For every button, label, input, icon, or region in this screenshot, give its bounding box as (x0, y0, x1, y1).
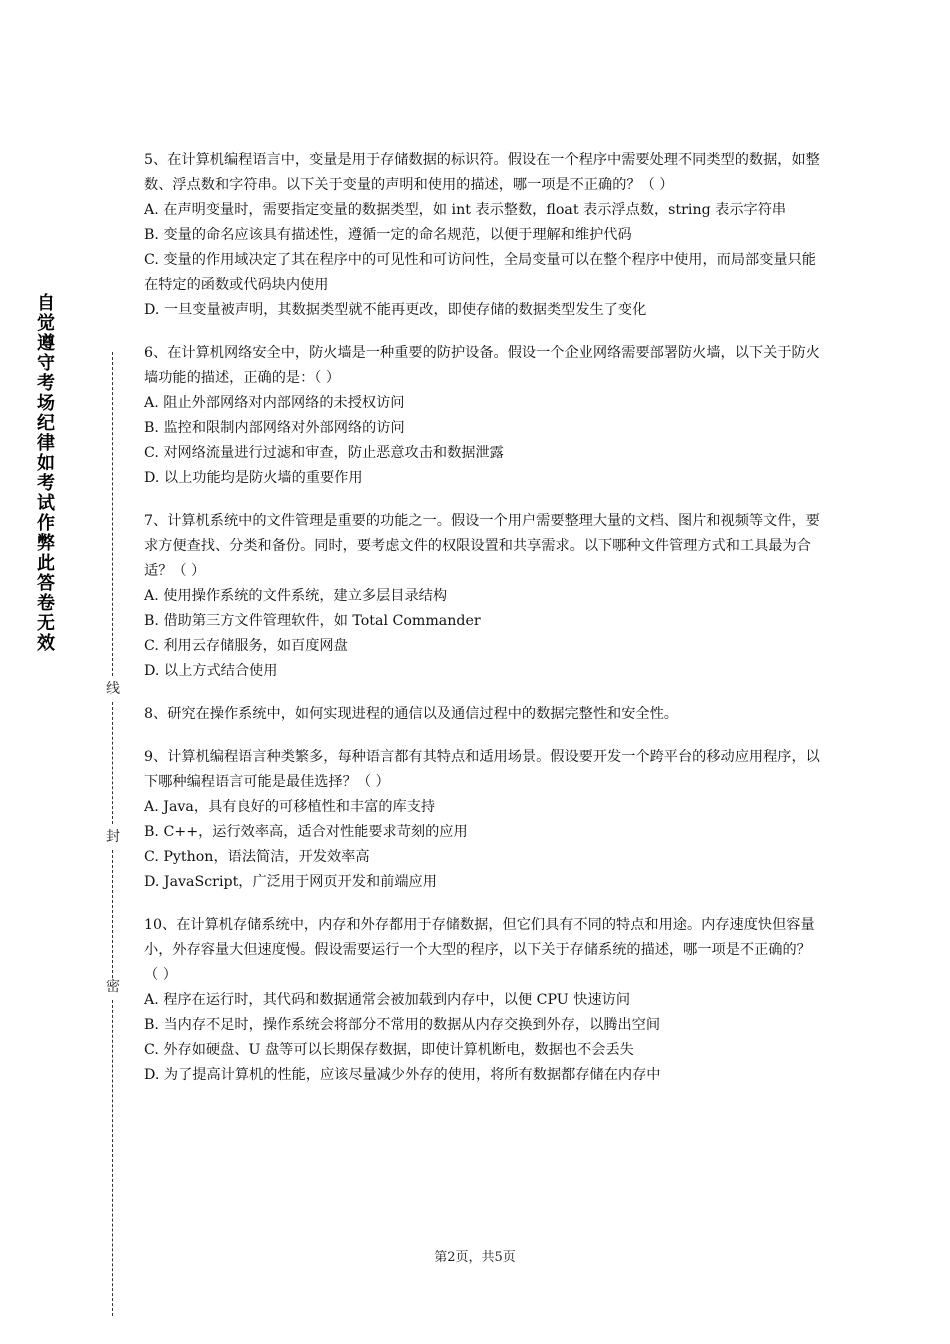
binding-secret-label: 密 (106, 979, 120, 995)
option-d: D. 一旦变量被声明，其数据类型就不能再更改，即使存储的数据类型发生了变化 (144, 302, 647, 318)
option-b: B. 当内存不足时，操作系统会将部分不常用的数据从内存交换到外存，以腾出空间 (144, 1017, 661, 1033)
binding-line-segment (112, 352, 113, 676)
question-stem: 5、在计算机编程语言中，变量是用于存储数据的标识符。假设在一个程序中需要处理不同类型的数据，如整数、浮点数和字符串。以下关于变量的声明和使用的描述，哪一项是不正确的？（ ） (144, 152, 820, 193)
option-d: D. 以上方式结合使用 (144, 663, 278, 679)
question-10 (144, 913, 820, 1088)
question-list (144, 148, 820, 1106)
option-b: B. 借助第三方文件管理软件，如 Total Commander (144, 613, 481, 629)
option-a: A. 阻止外部网络对内部网络的未授权访问 (144, 395, 405, 411)
question-8 (144, 702, 820, 727)
option-c: C. Python，语法简洁，开发效率高 (144, 849, 370, 865)
option-a: A. 使用操作系统的文件系统，建立多层目录结构 (144, 588, 448, 604)
binding-line-segment (112, 850, 113, 978)
option-c: C. 利用云存储服务，如百度网盘 (144, 638, 348, 654)
binding-line-label: 线 (106, 681, 120, 697)
question-5 (144, 148, 820, 323)
question-6 (144, 341, 820, 491)
page-number: 第2页，共5页 (434, 1250, 516, 1265)
option-c: C. 对网络流量进行过滤和审查，防止恶意攻击和数据泄露 (144, 445, 504, 461)
option-d: D. 以上功能均是防火墙的重要作用 (144, 470, 363, 486)
option-d: D. JavaScript，广泛用于网页开发和前端应用 (144, 874, 437, 890)
question-stem: 9、计算机编程语言种类繁多，每种语言都有其特点和适用场景。假设要开发一个跨平台的移动应用程序，以下哪种编程语言可能是最佳选择？（ ） (144, 749, 820, 790)
question-stem: 7、计算机系统中的文件管理是重要的功能之一。假设一个用户需要整理大量的文档、图片和视频等文件，要求方便查找、分类和备份。同时，要考虑文件的权限设置和共享需求。以下哪种文件管理方式和工具最为合适？（ ） (144, 513, 820, 579)
question-9 (144, 745, 820, 895)
option-c: C. 变量的作用域决定了其在程序中的可见性和可访问性，全局变量可以在整个程序中使用，而局部变量只能在特定的函数或代码块内使用 (144, 252, 816, 293)
binding-line-segment (112, 702, 113, 824)
option-d: D. 为了提高计算机的性能，应该尽量减少外存的使用，将所有数据都存储在内存中 (144, 1067, 661, 1083)
question-stem: 8、研究在操作系统中，如何实现进程的通信以及通信过程中的数据完整性和安全性。 (144, 706, 678, 722)
binding-seal-label: 封 (106, 829, 120, 845)
question-stem: 10、在计算机存储系统中，内存和外存都用于存储数据，但它们具有不同的特点和用途。内存速度快但容量小，外存容量大但速度慢。假设需要运行一个大型的程序，以下关于存储系统的描述，哪一项是不正确的？（ ） (144, 917, 815, 983)
exam-warning-vertical: 自 觉 遵 守 考 场 纪 律 如 考 试 作 弊 此 答 卷 无 效 (37, 293, 55, 654)
option-a: A. Java，具有良好的可移植性和丰富的库支持 (144, 799, 436, 815)
option-b: B. C++，运行效率高，适合对性能要求苛刻的应用 (144, 824, 468, 840)
option-a: A. 程序在运行时，其代码和数据通常会被加载到内存中，以便 CPU 快速访问 (144, 992, 631, 1008)
question-stem: 6、在计算机网络安全中，防火墙是一种重要的防护设备。假设一个企业网络需要部署防火墙，以下关于防火墙功能的描述，正确的是：（ ） (144, 345, 820, 386)
question-7 (144, 509, 820, 684)
option-c: C. 外存如硬盘、U 盘等可以长期保存数据，即使计算机断电，数据也不会丢失 (144, 1042, 634, 1058)
option-a: A. 在声明变量时，需要指定变量的数据类型，如 int 表示整数，float 表示浮点数，string 表示字符串 (144, 202, 787, 218)
option-b: B. 变量的命名应该具有描述性，遵循一定的命名规范，以便于理解和维护代码 (144, 227, 632, 243)
option-b: B. 监控和限制内部网络对外部网络的访问 (144, 420, 405, 436)
binding-line-segment (112, 1000, 113, 1316)
